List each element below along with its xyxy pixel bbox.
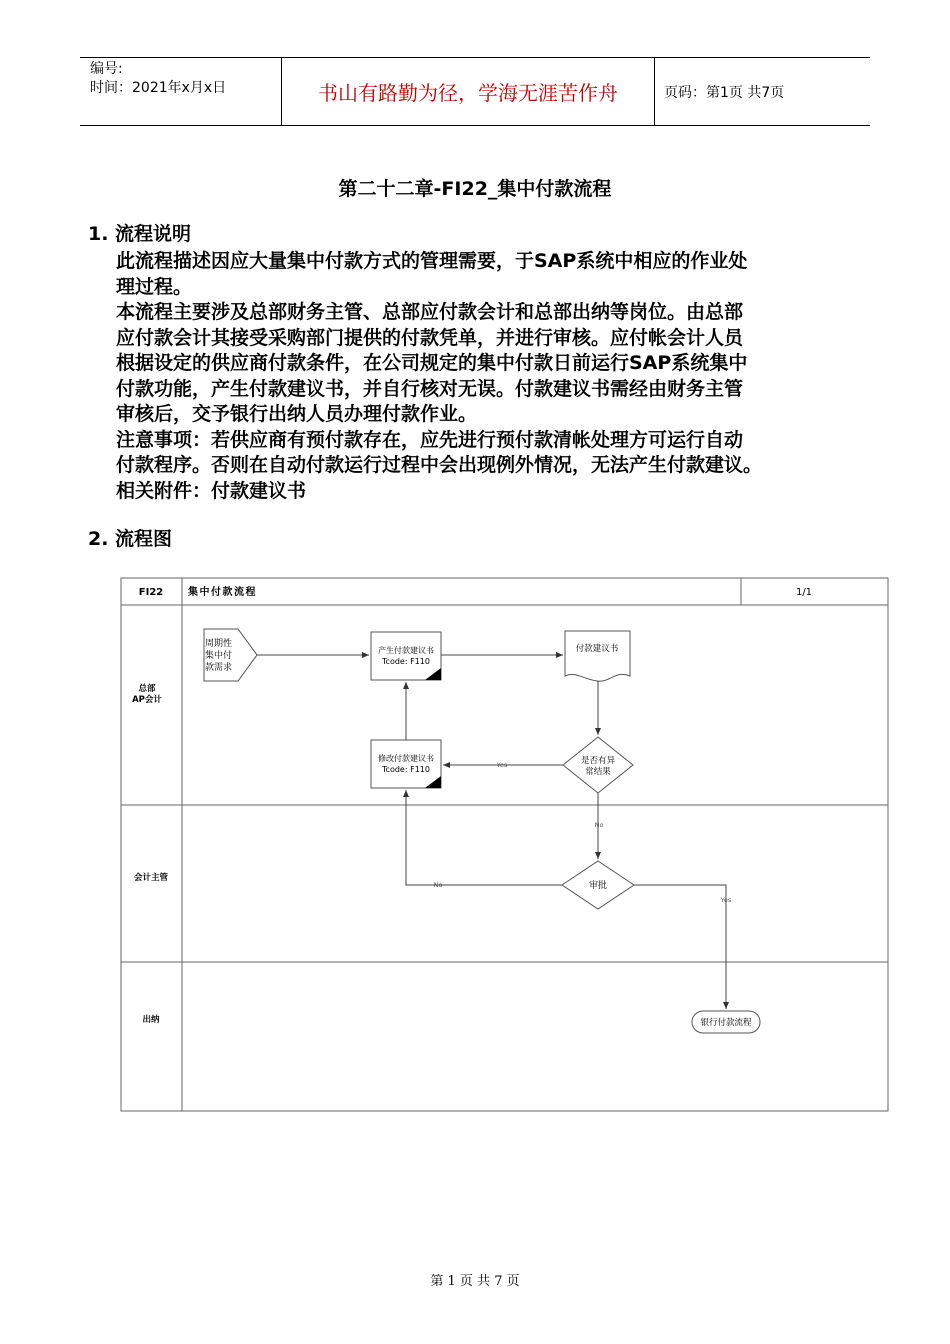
generate-proposal-node (371, 632, 441, 680)
generate-proposal-tcode: Tcode: F110 (382, 657, 430, 666)
header-page-label: 页码：第1页 共7页 (664, 84, 785, 101)
yes-label: Yes (496, 761, 508, 769)
flowchart (120, 577, 890, 1113)
time-label: 时间：2021年x月x日 (90, 80, 227, 96)
proposal-document-label: 付款建议书 (575, 644, 619, 654)
modify-proposal-node (371, 740, 441, 788)
paragraph-line: 应付款会计其接受采购部门提供的付款凭单，并进行审核。应付帐会计人员 (116, 326, 744, 349)
modify-proposal-label: 修改付款建议书 (378, 754, 434, 763)
paragraph-line: 根据设定的供应商付款条件，在公司规定的集中付款日前运行SAP系统集中 (116, 352, 748, 374)
proposal-document-node (565, 631, 630, 681)
lane-label-ap: 总部 (138, 684, 156, 694)
yes-label: Yes (720, 896, 732, 904)
lane-label-supervisor: 会计主管 (133, 873, 169, 883)
header-motto: 书山有路勤为径，学海无涯苦作舟 (318, 81, 618, 105)
number-label: 编号: (90, 61, 123, 77)
paragraph-line: 本流程主要涉及总部财务主管、总部应付款会计和总部出纳等岗位。由总部 (116, 301, 744, 323)
flowchart-code: FI22 (138, 587, 164, 598)
page-footer: 第 1 页 共 7 页 (430, 1274, 520, 1289)
flow-approve-no-to-modify (406, 790, 562, 885)
modify-proposal-tcode: Tcode: F110 (382, 765, 430, 774)
paragraph-line: 付款程序。否则在自动付款运行过程中会出现例外情况，无法产生付款建议。 (116, 454, 763, 476)
lane-label-cashier: 出纳 (142, 1015, 160, 1025)
flowchart-page: 1/1 (795, 587, 813, 598)
paragraph-line: 相关附件：付款建议书 (116, 479, 307, 502)
flow-approve-yes-to-bank (634, 885, 726, 1009)
page-header (80, 57, 870, 126)
abnormal-check-label: 常结果 (585, 767, 611, 777)
start-node-label: 周期性 (205, 639, 233, 649)
paragraph-line: 付款功能，产生付款建议书，并自行核对无误。付款建议书需经由财务主管 (116, 377, 744, 400)
process-description (116, 249, 876, 504)
header-meta (90, 60, 226, 98)
section-heading-2: 2. 流程图 (88, 528, 173, 550)
section-heading-1: 1. 流程说明 (88, 223, 192, 245)
flowchart-name: 集中付款流程 (188, 587, 257, 598)
no-label: No (594, 821, 604, 829)
no-label: No (433, 881, 443, 889)
paragraph-line: 审核后，交予银行出纳人员办理付款作业。 (116, 403, 478, 425)
paragraph-line: 此流程描述因应大量集中付款方式的管理需要，于SAP系统中相应的作业处 (116, 250, 748, 272)
abnormal-check-label: 是否有异 (580, 756, 616, 766)
start-node-label: 款需求 (205, 663, 233, 673)
start-node-label: 集中付 (205, 651, 233, 661)
generate-proposal-label: 产生付款建议书 (378, 646, 434, 655)
header-divider (654, 58, 655, 125)
lane-label-ap: AP会计 (132, 695, 162, 705)
approval-label: 审批 (588, 881, 608, 891)
paragraph-line: 注意事项：若供应商有预付款存在，应先进行预付款清帐处理方可运行自动 (116, 428, 744, 451)
paragraph-line: 理过程。 (116, 275, 193, 298)
chapter-title: 第二十二章-FI22_集中付款流程 (338, 178, 612, 200)
bank-payment-label: 银行付款流程 (700, 1018, 752, 1028)
